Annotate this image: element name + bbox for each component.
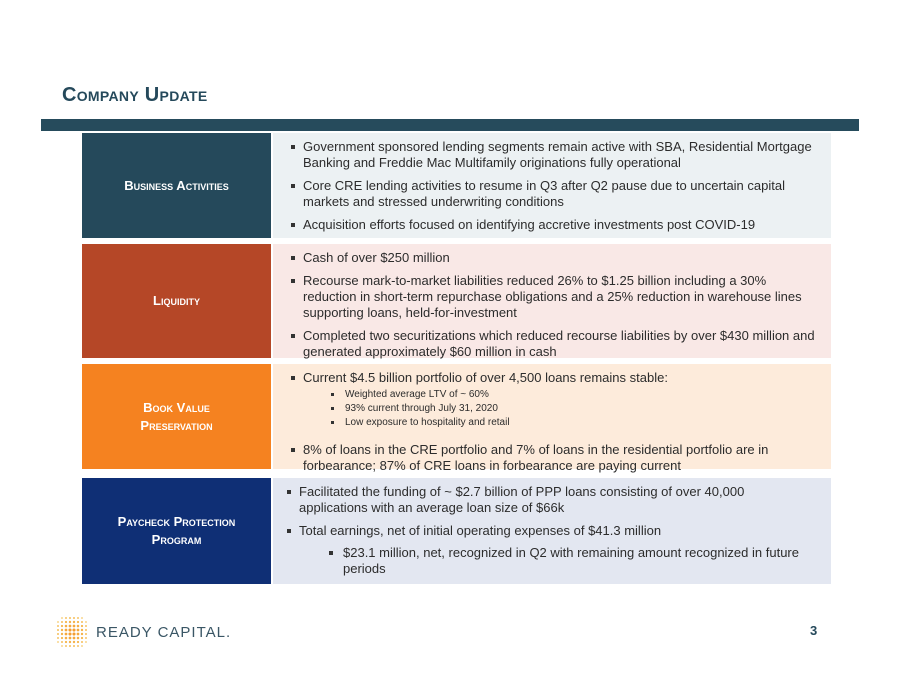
bullet-item: 8% of loans in the CRE portfolio and 7% of loans in the residential portfolio are in forbearance; 87% of CRE loans in forbearance are paying current xyxy=(291,442,815,474)
section-label-text: Program xyxy=(151,532,202,547)
section-book-value-preservation xyxy=(82,364,831,473)
bullet-item: Government sponsored lending segments remain active with SBA, Residential Mortgage Banking and Freddie Mac Multifamily originations fully operational xyxy=(291,139,815,171)
bullet-list xyxy=(291,370,815,474)
sub-bullet-item: 93% current through July 31, 2020 xyxy=(331,402,815,416)
section-label xyxy=(82,244,271,358)
section-liquidity xyxy=(82,244,831,358)
bullet-text: Total earnings, net of initial operating expenses of $41.3 million xyxy=(299,523,662,538)
section-body xyxy=(273,478,831,584)
sub-bullet-item: Weighted average LTV of ~ 60% xyxy=(331,388,815,402)
sub-bullet-list xyxy=(303,388,815,430)
bullet-item xyxy=(287,523,815,577)
bullet-item xyxy=(291,370,815,430)
bullet-item: Completed two securitizations which reduced recourse liabilities by over $430 million and generated approximately $60 million in cash xyxy=(291,328,815,360)
title-divider xyxy=(41,119,859,131)
section-body xyxy=(273,244,831,358)
dot-grid-logo-icon xyxy=(52,612,92,652)
bullet-list xyxy=(291,250,815,360)
bullet-list xyxy=(291,139,815,233)
sub-bullet-list xyxy=(299,545,815,577)
bullet-item: Recourse mark-to-market liabilities reduced 26% to $1.25 billion including a 30% reduction in short-term repurchase obligations and a 25% reduction in warehouse lines supporting loans, held-for-investment xyxy=(291,273,815,321)
bullet-item: Facilitated the funding of ~ $2.7 billion of PPP loans consisting of over 40,000 applications with an average loan size of $66k xyxy=(287,484,815,516)
logo-text: READY CAPITAL. xyxy=(96,623,232,641)
bullet-text: Current $4.5 billion portfolio of over 4,500 loans remains stable: xyxy=(303,370,668,385)
bullet-list xyxy=(287,484,815,577)
section-body xyxy=(273,133,831,238)
section-label-text: Liquidity xyxy=(153,293,200,308)
section-label-text: Preservation xyxy=(140,417,213,433)
section-business-activities xyxy=(82,133,831,238)
section-label-text: Business Activities xyxy=(124,177,229,193)
section-label xyxy=(82,364,271,469)
section-paycheck-protection-program xyxy=(82,478,831,584)
section-label-text: Paycheck Protection xyxy=(117,514,236,529)
section-label xyxy=(82,133,271,238)
sub-bullet-item: $23.1 million, net, recognized in Q2 with remaining amount recognized in future periods xyxy=(329,545,815,577)
page-title: Company Update xyxy=(62,84,208,106)
section-body xyxy=(273,364,831,473)
section-label xyxy=(82,478,271,584)
section-label-text: Book Value xyxy=(143,399,210,415)
bullet-item: Cash of over $250 million xyxy=(291,250,815,266)
sub-bullet-item: Low exposure to hospitality and retail xyxy=(331,416,815,430)
bullet-item: Core CRE lending activities to resume in Q3 after Q2 pause due to uncertain capital markets and stressed underwriting conditions xyxy=(291,178,815,210)
page-number: 3 xyxy=(810,623,818,638)
bullet-item: Acquisition efforts focused on identifying accretive investments post COVID-19 xyxy=(291,217,815,233)
company-logo xyxy=(52,612,231,652)
